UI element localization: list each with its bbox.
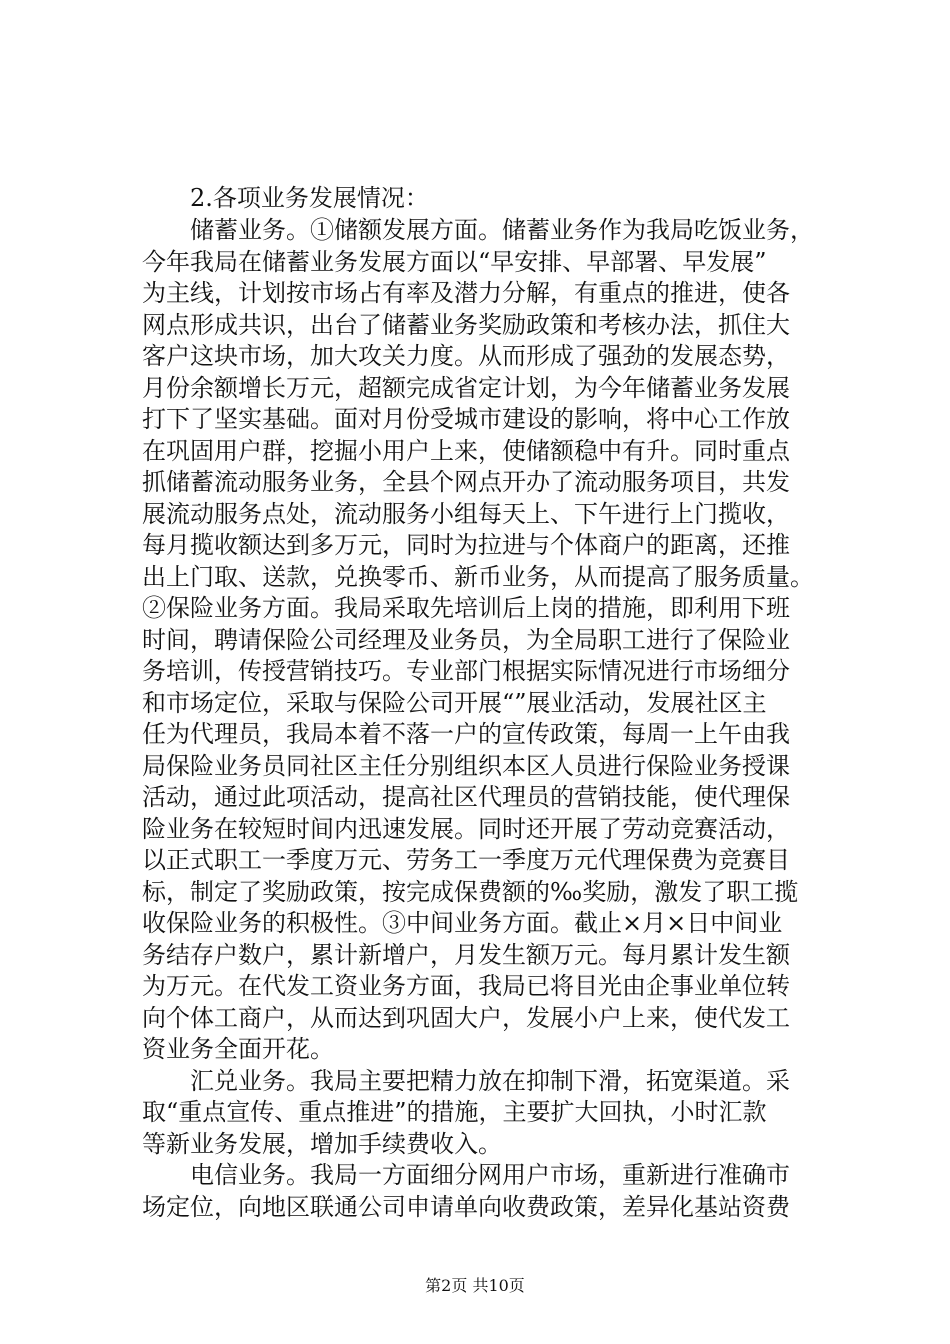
text-line: 储蓄业务。①储额发展方面。储蓄业务作为我局吃饭业务， [142,216,814,244]
text-line: 活动，通过此项活动，提高社区代理员的营销技能，使代理保 [142,783,790,811]
text-line: 电信业务。我局一方面细分网用户市场，重新进行准确市 [142,1161,790,1189]
text-line: 在巩固用户群，挖掘小用户上来，使储额稳中有升。同时重点 [142,436,790,465]
text-line: 展流动服务点处，流动服务小组每天上、下午进行上门揽收， [142,499,790,528]
text-line: 抓储蓄流动服务业务，全县个网点开办了流动服务项目，共发 [142,468,790,496]
text-line: 等新业务发展，增加手续费收入。 [142,1129,502,1158]
text-line: 向个体工商户，从而达到巩固大户，发展小户上来，使代发工 [142,1003,790,1032]
text-line: 月份余额增长万元，超额完成省定计划，为今年储蓄业务发展 [142,373,790,402]
text-line: 网点形成共识，出台了储蓄业务奖励政策和考核办法，抓住大 [142,310,790,339]
text-line: 出上门取、送款，兑换零币、新币业务，从而提高了服务质量。 [142,562,814,591]
text-line: 险业务在较短时间内迅速发展。同时还开展了劳动竞赛活动， [142,814,790,843]
page-number-footer: 第2页 共10页 [425,1276,525,1295]
text-line: 收保险业务的积极性。③中间业务方面。截止×月×日中间业 [142,909,783,937]
text-line: 局保险业务员同社区主任分别组织本区人员进行保险业务授课 [142,751,790,780]
text-line: 每月揽收额达到多万元，同时为拉进与个体商户的距离，还推 [142,531,790,559]
text-line: 资业务全面开花。 [142,1035,334,1063]
text-line: 打下了坚实基础。面对月份受城市建设的影响，将中心工作放 [142,405,790,433]
text-line: 为万元。在代发工资业务方面，我局已将目光由企事业单位转 [142,972,790,1000]
text-line: 务结存户数户，累计新增户，月发生额万元。每月累计发生额 [142,940,790,969]
text-line: 客户这块市场，加大攻关力度。从而形成了强劲的发展态势， [142,342,790,370]
text-line: 时间，聘请保险公司经理及业务员，为全局职工进行了保险业 [142,625,790,654]
text-line: 和市场定位，采取与保险公司开展“”展业活动，发展社区主 [142,688,767,717]
text-line: 取“重点宣传、重点推进”的措施，主要扩大回执，小时汇款 [142,1098,767,1126]
text-line: ②保险业务方面。我局采取先培训后上岗的措施，即利用下班 [142,594,790,622]
text-line: 以正式职工一季度万元、劳务工一季度万元代理保费为竞赛目 [142,846,790,874]
text-line: 汇兑业务。我局主要把精力放在抑制下滑，拓宽渠道。采 [142,1066,790,1095]
text-line: 今年我局在储蓄业务发展方面以“早安排、早部署、早发展” [142,247,767,276]
text-line: 务培训，传授营销技巧。专业部门根据实际情况进行市场细分 [142,657,790,685]
text-line: 任为代理员，我局本着不落一户的宣传政策，每周一上午由我 [142,720,790,748]
text-line: 场定位，向地区联通公司申请单向收费政策，差异化基站资费 [142,1192,790,1221]
document-body [142,183,842,1223]
section-heading: 2.各项业务发展情况： [142,184,429,212]
text-line: 标，制定了奖励政策，按完成保费额的‰奖励，激发了职工揽 [142,877,799,906]
text-line: 为主线，计划按市场占有率及潜力分解，有重点的推进，使各 [142,279,790,307]
